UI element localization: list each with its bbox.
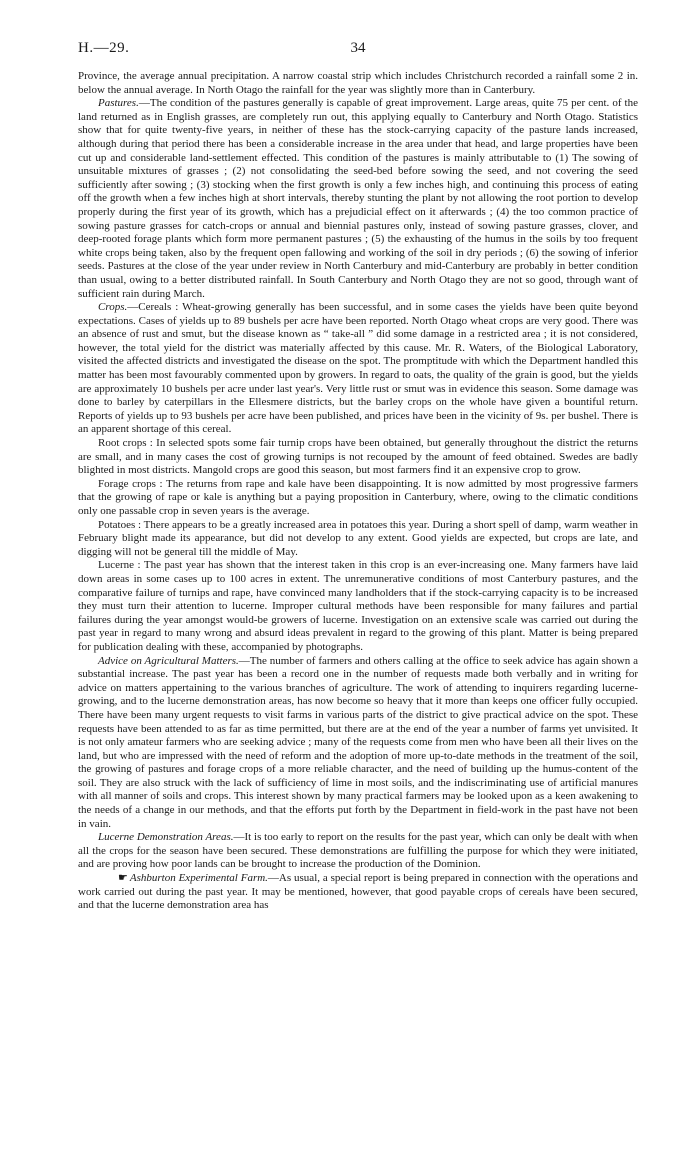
pointing-hand-icon: ☛ bbox=[118, 872, 128, 885]
heading-ashburton: Ashburton Experimental Farm. bbox=[129, 872, 268, 885]
ashburton-text: —As usual, a special report is being prepared in connection with the operations and work carried out during the past year. It may be mentioned, however, that good payable crops of cereals have been secured, and that the lucerne demonstration area has bbox=[78, 872, 638, 912]
paragraph-lucerne bbox=[78, 559, 638, 654]
potatoes-text: Potatoes : There appears to be a greatly increased area in potatoes this year. During a short spell of damp, warm weather in February blight made its appearance, but did not develop to any extent. Good yields are expected, but crops are late, and digging will not be general till the middle of May. bbox=[78, 518, 638, 558]
root-crops-text: Root crops : In selected spots some fair turnip crops have been obtained, but generally throughout the district the returns are small, and in many cases the cost of growing turnips is not recouped by the amount of feed obtained. Swedes are badly blighted in most districts. Mangold crops are good this season, but most farmers find it an expensive crop to grow. bbox=[78, 437, 638, 477]
lucerne-demo-text: —It is too early to report on the results for the past year, which can only be dealt with when all the crops for the season have been secured. These demonstrations are fulfilling the purpose for which they were initiated, and are proving how poor lands can be brought to increase the production of the Dominion. bbox=[78, 831, 639, 871]
page-number: 34 bbox=[350, 40, 366, 56]
paragraph-potatoes bbox=[78, 519, 638, 560]
paragraph-rainfall bbox=[78, 70, 638, 97]
heading-crops: Crops. bbox=[98, 301, 128, 314]
advice-text: —The number of farmers and others calling at the office to seek advice has again shown a substantial increase. The past year has been a record one in the number of requests made both verbally and in writing for advice on matters appertaining to the various branches of agriculture. The work of attending to inquirers regarding lucerne-growing, and to the lucerne demonstration areas, has now become so heavy that it more than keeps one officer fully occupied. There have been many urgent requests to visit farms in various parts of the district to give practical advice on the spot. These requests have been attended to as far as time permitted, but there are at the end of the year a number of farms yet unvisited. It is not only amateur farmers who are seeking advice ; many of the requests come from men who have been all their lives on the land, but who are impressed with the need of reform and the adoption of more up-to-date methods in the treatment of the soil, the growing of pastures and forage crops of a more reliable character, and the need of building up the humus-content of the soil. They are also struck with the lack of sufficiency of lime in most soils, and the indiscriminating use of artificial manures with all manner of soils and crops. This interest shown by many practical farmers may be looked upon as a keen awakening to the needs of a change in our methods, and that the efforts put forth by the Department in field-work in the past have not been in vain. bbox=[78, 654, 638, 830]
heading-pastures: Pastures. bbox=[98, 97, 139, 110]
forage-crops-text: Forage crops : The returns from rape and kale have been disappointing. It is now admitted by most progressive farmers that the growing of rape or kale is anything but a paying proposition in Canterbury, where, owing to the climatic conditions only one passable crop in seven years is the average. bbox=[78, 477, 638, 517]
paragraph-advice bbox=[78, 655, 638, 832]
heading-lucerne-demo: Lucerne Demonstration Areas. bbox=[98, 831, 234, 844]
lucerne-text: Lucerne : The past year has shown that the interest taken in this crop is an ever-increasing one. Many farmers have laid down areas in some cases up to 100 acres in extent. The unremunerative conditions of most Canterbury pastures, and the comparative failure of turnips and rape, have convinced many landholders that if the stock-carrying capacity is to be increased they must turn their attention to lucerne. Improper cultural methods have been responsible for many failures and partial failures during the year amongst would-be growers of lucerne. Investigation on an extensive scale was carried out during the past year in regard to many wrong and absurd ideas prevalent in regard to the growing of this plant. Matter is being prepared for publication dealing with these, accompanied by photographs. bbox=[78, 559, 638, 653]
document-body bbox=[78, 70, 638, 913]
page-header bbox=[78, 40, 638, 60]
paragraph-pastures bbox=[78, 97, 638, 301]
pastures-text: —The condition of the pastures generally is capable of great improvement. Large areas, quite 75 per cent. of the land returned as in English grasses, are completely run out, this applying equally to Canterbury and North Otago. Statistics show that for quite twenty-five years, in neither of these has the stock-carrying capacity of the pasture lands increased, although during that period there has been a considerable increase in the area under that head, and large properties have been cut up and considerable land-settlement effected. This condition of the pastures is mainly attributable to (1) The sowing of unsuitable mixtures of grasses ; (2) not consolidating the seed-bed before sowing the seed, and not covering the seed sufficiently after sowing ; (3) stocking when the first growth is only a few inches high, and continuing this process of eating off the growth when a few inches high at short intervals, thereby stunting the plant by not allowing the root portion to develop properly during the first year of its growth, which has a prejudicial effect on it afterwards ; (4) the too common practice of sowing pasture grasses for catch-crops or annual and biennial pastures only, instead of sowing pasture grasses, clover, and deep-rooted forage plants which form more permanent pastures ; (5) the exhausting of the humus in the soils by too frequent white crops being taken, also by the frequent open fallowing and working of the soil in dry periods ; (6) the sowing of inferior seeds. Pastures at the close of the year under review in North Canterbury and mid-Canterbury are probably in better condition than usual, owing to a better distributed rainfall. In South Canterbury and North Otago they are not so good, through want of sufficient rain during March. bbox=[78, 97, 638, 300]
paragraph-lucerne-demo bbox=[78, 831, 638, 872]
document-reference: H.—29. bbox=[78, 40, 130, 56]
paragraph-root-crops bbox=[78, 437, 638, 478]
paragraph-ashburton bbox=[78, 872, 638, 913]
heading-advice: Advice on Agricultural Matters. bbox=[98, 654, 239, 667]
paragraph-rainfall-text: Province, the average annual precipitation. A narrow coastal strip which includes Christchurch recorded a rainfall some 2 in. below the annual average. In North Otago the rainfall for the year was slightly more than in Canterbury. bbox=[78, 70, 638, 96]
paragraph-crops bbox=[78, 301, 638, 437]
crops-text: —Cereals : Wheat-growing generally has been successful, and in some cases the yields have been quite beyond expectations. Cases of yields up to 89 bushels per acre have been reported. North Otago wheat crops are very good. There was an absence of rust and smut, but the disease known as “ take-all ” did some damage in a restricted area ; it is not considered, however, the total yield for the district was materially affected by this cause. Mr. R. Waters, of the Biological Laboratory, visited the affected districts and investigated the disease on the spot. The promptitude with which the Department handled this matter has been most favourably commented upon by growers. In regard to oats, the quality of the grain is good, but the yields are approximately 10 bushels per acre under last year's. Very little rust or smut was in evidence this season. Some damage was done to barley by caterpillars in the Ellesmere districts, but the barley crops on the whole have given a bountiful return. Reports of yields up to 93 bushels per acre have been published, and prices have been in the vicinity of 9s. per bushel. There is an apparent shortage of this cereal. bbox=[78, 301, 638, 436]
paragraph-forage-crops bbox=[78, 478, 638, 519]
